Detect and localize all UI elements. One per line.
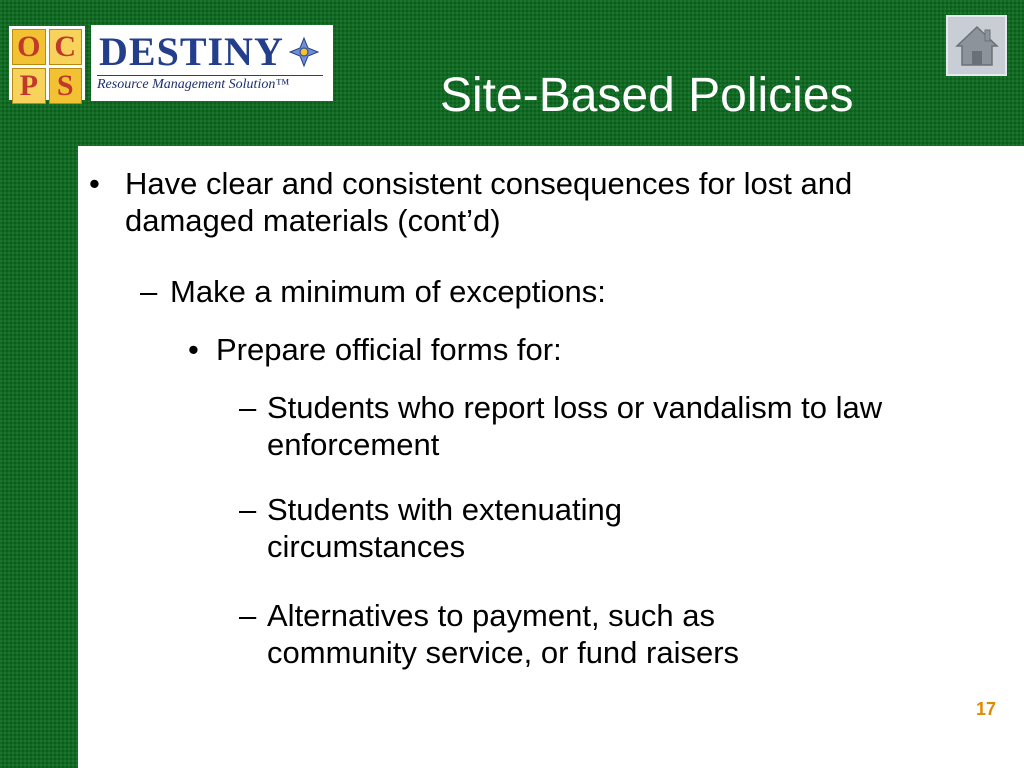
home-button[interactable]	[946, 15, 1007, 76]
destiny-emblem-icon	[289, 37, 319, 67]
bullet-marker: –	[239, 598, 257, 633]
ocps-letter: P	[12, 68, 46, 104]
bullet-text: Students who report loss or vandalism to law enforcement	[267, 390, 883, 462]
ocps-letter: O	[12, 29, 46, 65]
destiny-logo-name: DESTINY	[99, 29, 284, 74]
bullet-item	[188, 331, 956, 368]
bullet-text: Students with extenuating circumstances	[267, 492, 623, 564]
bullet-item	[239, 597, 867, 671]
bullet-text: Make a minimum of exceptions:	[170, 274, 606, 309]
content-panel	[78, 146, 1024, 768]
bullet-text: Have clear and consistent consequences for lost and damaged materials (cont’d)	[125, 166, 853, 238]
bullet-item	[140, 273, 950, 310]
ocps-letter: C	[49, 29, 83, 65]
bullet-marker: –	[239, 492, 257, 527]
bullet-item	[89, 165, 985, 239]
ocps-logo	[9, 26, 85, 100]
logo-divider	[97, 75, 323, 76]
destiny-logo	[91, 25, 333, 101]
bullet-item	[239, 389, 957, 463]
bullet-marker: •	[89, 166, 100, 201]
bullet-marker: –	[239, 390, 257, 425]
bullet-text: Alternatives to payment, such as community service, or fund raisers	[267, 598, 740, 670]
ocps-letter: S	[49, 68, 83, 104]
destiny-logo-tagline: Resource Management Solution™	[97, 77, 290, 92]
bullet-text: Prepare official forms for:	[216, 332, 562, 367]
home-icon	[954, 24, 1000, 68]
bullet-item	[239, 491, 747, 565]
bullet-marker: •	[188, 332, 199, 367]
page-number: 17	[975, 699, 996, 719]
page-title: Site-Based Policies	[440, 69, 854, 122]
bullet-marker: –	[140, 274, 158, 309]
